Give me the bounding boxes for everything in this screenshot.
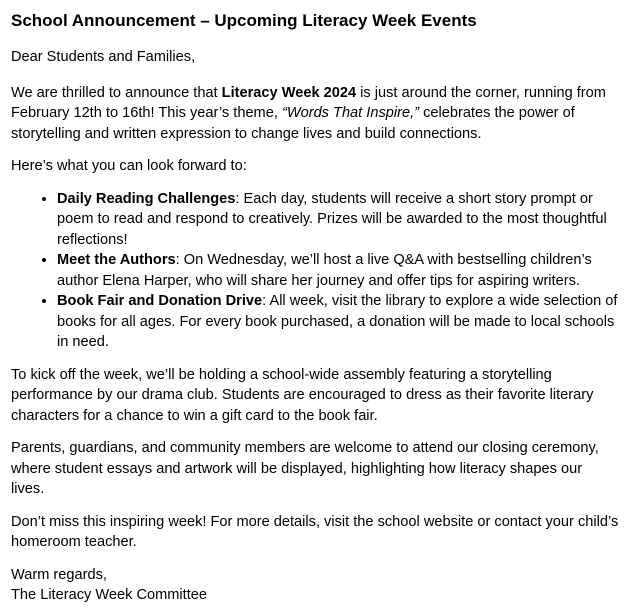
document-title: School Announcement – Upcoming Literacy Week Events [11,11,477,30]
intro-paragraph: We are thrilled to announce that Literacy Week 2024 is just around the corner, running from February 12th to 16th! This year’s theme, “Words That Inspire,” celebrates the power of storytelling and written expression to change lives and build connections. [11,84,606,142]
lead-in-line: Here’s what you can look forward to: [11,158,247,174]
list-item-meet-the-authors: • Meet the Authors: On Wednesday, we’ll host a live Q&A with bestselling children’s author Elena Harper, who will share her journey and offer tips for aspiring writers. [57,250,619,291]
salutation: Dear Students and Families, [11,49,196,65]
list-item-book-fair-donation-drive: • Book Fair and Donation Drive: All week, visit the library to explore a wide selection of books for all ages. For every book purchased, a donation will be made to local schools in need. [57,291,619,353]
signoff-warm-regards: Warm regards, [11,566,107,583]
events-list [11,189,619,353]
signoff [11,565,619,606]
more-details-paragraph: Don’t miss this inspiring week! For more details, visit the school website or contact your child’s homeroom teacher. [11,513,619,550]
list-item-daily-reading-challenges: • Daily Reading Challenges: Each day, students will receive a short story prompt or poem to read and respond to creatively. Prizes will be awarded to the most thoughtful reflections! [57,189,619,251]
assembly-paragraph: To kick off the week, we’ll be holding a school-wide assembly featuring a storytelling performance by our drama club. Students are encouraged to dress as their favorite literary characters for a chance to win a gift card to the book fair. [11,366,594,424]
signoff-committee: The Literacy Week Committee [11,587,208,603]
closing-ceremony-paragraph: Parents, guardians, and community members are welcome to attend our closing ceremony, where student essays and artwork will be displayed, highlighting how literacy shapes our lives. [11,440,599,497]
